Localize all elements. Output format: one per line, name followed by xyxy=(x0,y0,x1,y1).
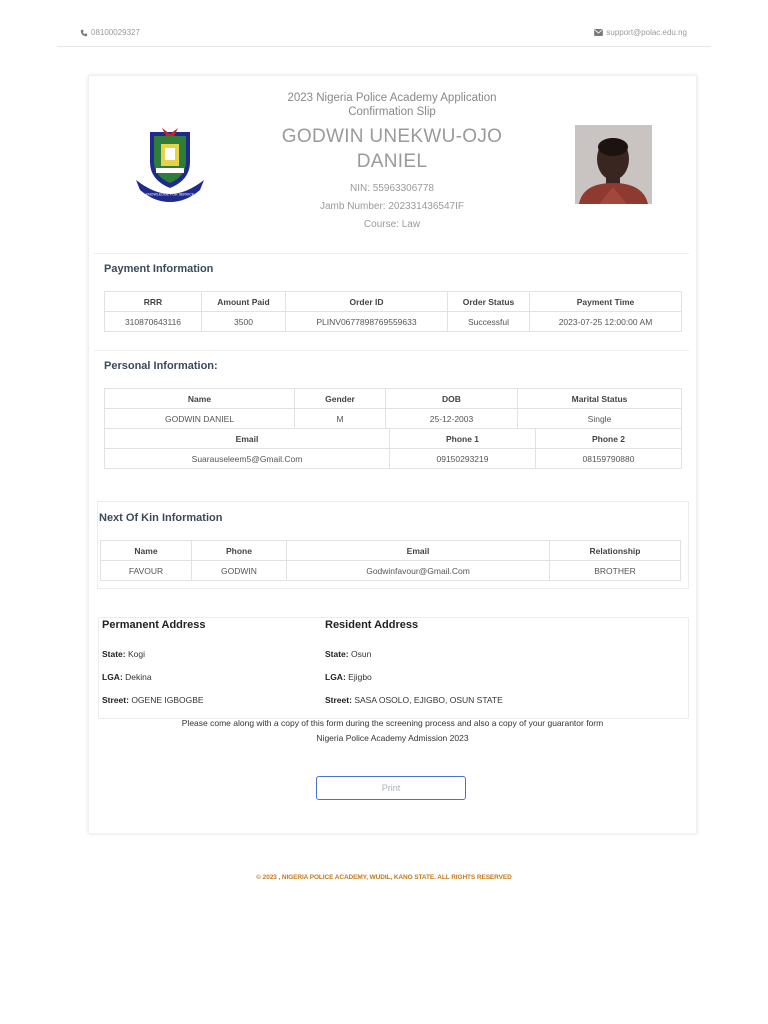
table-row xyxy=(105,449,682,469)
print-button[interactable]: Print xyxy=(316,776,466,800)
personal-table-2 xyxy=(104,428,682,469)
personal-dob: 25-12-2003 xyxy=(386,409,518,429)
personal-col-phone1: Phone 1 xyxy=(390,429,536,449)
personal-col-phone2: Phone 2 xyxy=(536,429,682,449)
permanent-lga: LGA: Dekina xyxy=(102,672,152,682)
applicant-name xyxy=(249,124,535,174)
payment-col-rrr: RRR xyxy=(105,292,202,312)
table-row xyxy=(105,409,682,429)
personal-col-marital: Marital Status xyxy=(518,389,682,409)
top-contact-bar xyxy=(57,24,711,47)
table-row xyxy=(101,561,681,581)
payment-divider xyxy=(94,350,689,351)
permanent-address-title: Permanent Address xyxy=(102,619,206,631)
personal-col-dob: DOB xyxy=(386,389,518,409)
kin-phone: GODWIN xyxy=(192,561,287,581)
personal-section-title: Personal Information: xyxy=(104,360,218,372)
applicant-jamb-number: Jamb Number: 202331436547IF xyxy=(320,201,464,212)
payment-status: Successful xyxy=(448,312,530,332)
payment-col-order-id: Order ID xyxy=(286,292,448,312)
applicant-name-line2: DANIEL xyxy=(356,151,428,172)
kin-section-title: Next Of Kin Information xyxy=(99,512,223,524)
kin-table-header xyxy=(101,541,681,561)
kin-table xyxy=(100,540,681,581)
applicant-name-line1: GODWIN UNEKWU-OJO xyxy=(281,126,503,147)
police-academy-crest-logo xyxy=(134,128,206,202)
payment-section-title: Payment Information xyxy=(104,263,214,275)
personal-email: Suarauseleem5@Gmail.Com xyxy=(105,449,390,469)
contact-phone[interactable] xyxy=(80,28,140,37)
payment-col-status: Order Status xyxy=(448,292,530,312)
kin-email: Godwinfavour@Gmail.Com xyxy=(287,561,550,581)
payment-rrr: 310870643116 xyxy=(105,312,202,332)
permanent-state: State: Kogi xyxy=(102,649,146,659)
slip-title-line2: Confirmation Slip xyxy=(348,106,436,118)
personal-gender: M xyxy=(295,409,386,429)
personal-table-header xyxy=(105,389,682,409)
personal-marital-status: Single xyxy=(518,409,682,429)
header-divider xyxy=(94,253,689,254)
slip-title-line1: 2023 Nigeria Police Academy Application xyxy=(287,92,497,104)
payment-amount: 3500 xyxy=(202,312,286,332)
resident-street: Street: SASA OSOLO, EJIGBO, OSUN STATE xyxy=(325,695,503,705)
table-row xyxy=(105,312,682,332)
permanent-street: Street: OGENE IGBOGBE xyxy=(102,695,204,705)
payment-table xyxy=(104,291,682,332)
resident-address-title: Resident Address xyxy=(325,619,419,631)
payment-table-header xyxy=(105,292,682,312)
footer-copyright: © 2023 , NIGERIA POLICE ACADEMY, WUDIL, KANO STATE. ALL RIGHTS RESERVED xyxy=(256,874,512,881)
applicant-course: Course: Law xyxy=(363,219,421,230)
personal-phone2: 08159790880 xyxy=(536,449,682,469)
personal-name: GODWIN DANIEL xyxy=(105,409,295,429)
kin-col-email: Email xyxy=(287,541,550,561)
crest-motto: KNOWLEDGE FOR SERVICE xyxy=(145,192,195,197)
personal-table-1 xyxy=(104,388,682,429)
personal-col-email: Email xyxy=(105,429,390,449)
applicant-passport-photo xyxy=(575,125,652,204)
payment-col-amount: Amount Paid xyxy=(202,292,286,312)
slip-title xyxy=(249,91,535,119)
kin-col-relationship: Relationship xyxy=(550,541,681,561)
contact-phone-text: 08100029327 xyxy=(91,28,140,37)
screening-note: Please come along with a copy of this form during the screening process and also a copy of your guarantor form xyxy=(181,718,604,728)
personal-phone1: 09150293219 xyxy=(390,449,536,469)
resident-state: State: Osun xyxy=(325,649,372,659)
kin-name: FAVOUR xyxy=(101,561,192,581)
payment-order-id: PLINV0677898769559633 xyxy=(286,312,448,332)
envelope-icon xyxy=(594,29,603,36)
contact-email[interactable] xyxy=(594,28,687,37)
payment-col-time: Payment Time xyxy=(530,292,682,312)
admission-note: Nigeria Police Academy Admission 2023 xyxy=(316,733,469,743)
applicant-nin: NIN: 55963306778 xyxy=(350,183,434,194)
payment-time: 2023-07-25 12:00:00 AM xyxy=(530,312,682,332)
personal-col-name: Name xyxy=(105,389,295,409)
resident-lga: LGA: Ejigbo xyxy=(325,672,372,682)
kin-relationship: BROTHER xyxy=(550,561,681,581)
personal-contact-header xyxy=(105,429,682,449)
personal-col-gender: Gender xyxy=(295,389,386,409)
kin-col-name: Name xyxy=(101,541,192,561)
phone-icon xyxy=(80,29,88,37)
contact-email-text: support@polac.edu.ng xyxy=(606,28,687,37)
kin-col-phone: Phone xyxy=(192,541,287,561)
confirmation-slip-card xyxy=(88,75,697,834)
